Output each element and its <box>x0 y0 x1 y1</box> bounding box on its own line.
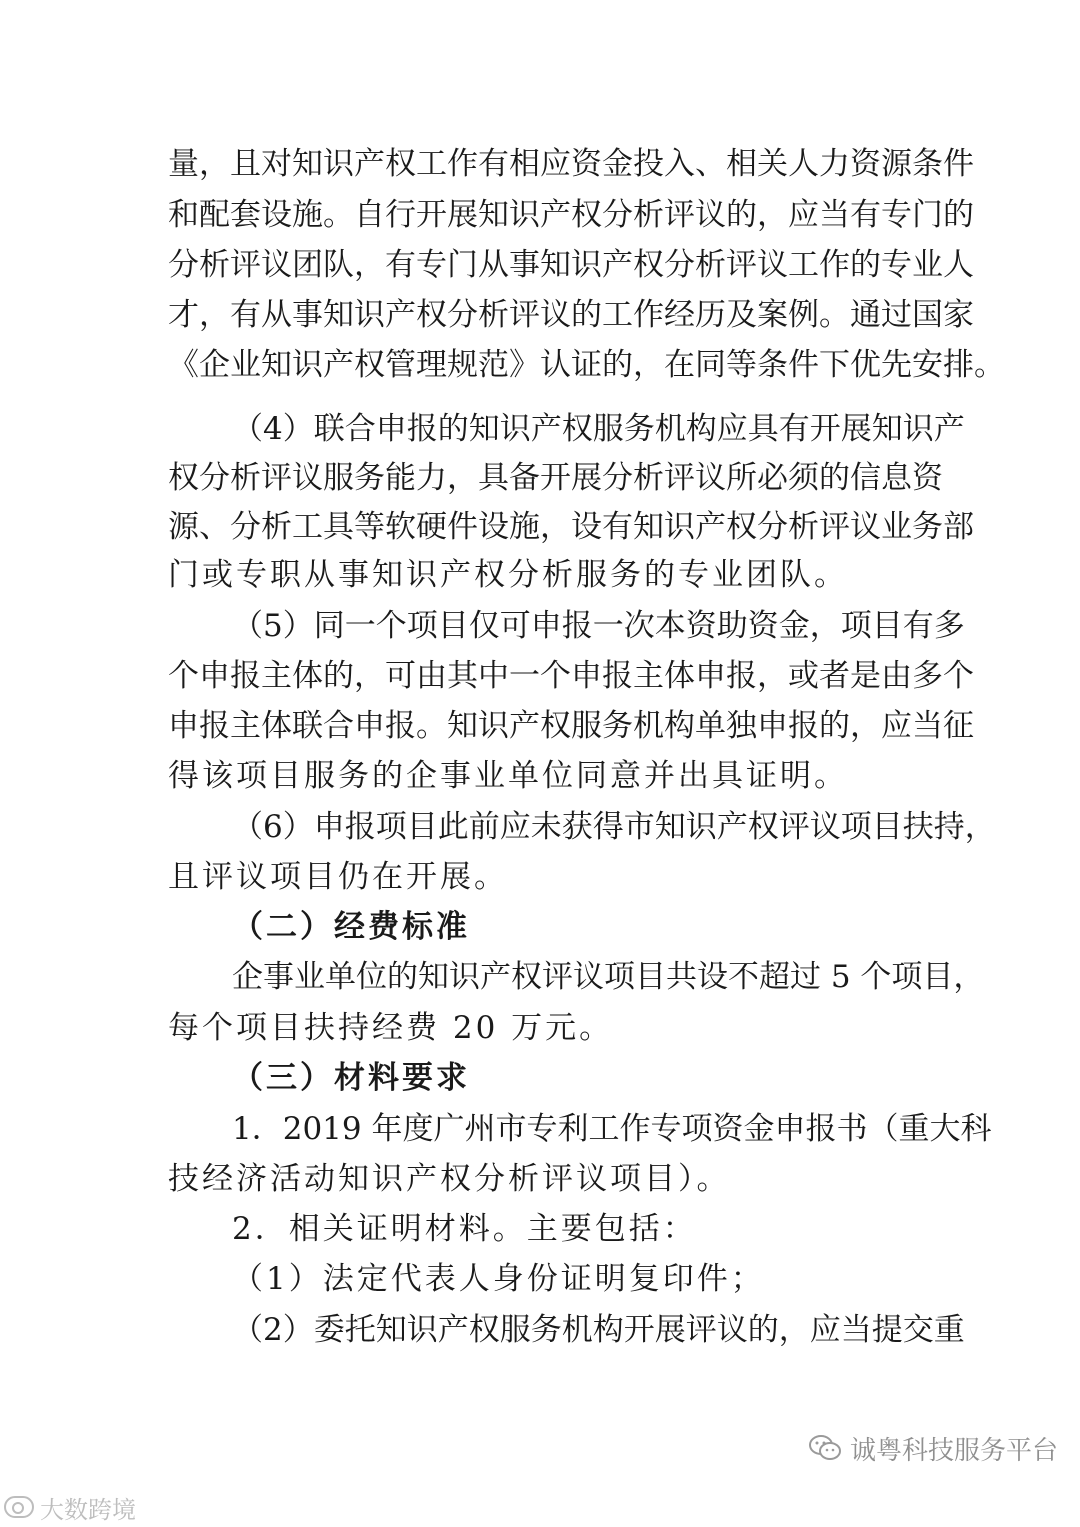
camera-logo-icon <box>4 1496 34 1518</box>
source-watermark <box>4 1492 136 1522</box>
body-text-line: 权分析评议服务能力，具备开展分析评议所必须的信息资 <box>168 460 943 496</box>
body-text-line: 量，且对知识产权工作有相应资金投入、相关人力资源条件 <box>168 146 974 182</box>
body-text-line: 分析评议团队，有专门从事知识产权分析评议工作的专业人 <box>168 247 974 283</box>
body-text-line: 和配套设施。自行开展知识产权分析评议的，应当有专门的 <box>168 197 974 233</box>
body-text-line: （4）联合申报的知识产权服务机构应具有开展知识产 <box>232 411 965 447</box>
body-text-line: 申报主体联合申报。知识产权服务机构单独申报的，应当征 <box>168 708 974 744</box>
body-text-line: 源、分析工具等软硬件设施，设有知识产权分析评议业务部 <box>168 509 974 545</box>
body-text-line: （6）申报项目此前应未获得市知识产权评议项目扶持， <box>232 809 996 845</box>
body-text-line: 且评议项目仍在开展。 <box>168 859 508 895</box>
body-text-line: 2．相关证明材料。主要包括： <box>232 1211 697 1247</box>
body-text-line: 每个项目扶持经费 20 万元。 <box>168 1010 614 1046</box>
wechat-icon <box>808 1433 842 1463</box>
body-text-line: （1）法定代表人身份证明复印件； <box>232 1261 765 1297</box>
watermark-text: 诚粤科技服务平台 <box>849 1435 1058 1466</box>
wechat-watermark <box>808 1430 1058 1466</box>
body-text-line: 企事业单位的知识产权评议项目共设不超过 5 个项目， <box>232 959 985 995</box>
body-text-line: 得该项目服务的企事业单位同意并出具证明。 <box>168 758 848 794</box>
body-text-line: 才，有从事知识产权分析评议的工作经历及案例。通过国家 <box>168 297 974 333</box>
body-text-line: 门或专职从事知识产权分析服务的专业团队。 <box>168 557 848 593</box>
body-text-line: 《企业知识产权管理规范》认证的，在同等条件下优先安排。 <box>168 347 1005 383</box>
watermark-text: 大数跨境 <box>40 1495 136 1524</box>
body-text-line: 技经济活动知识产权分析评议项目）。 <box>168 1161 731 1197</box>
body-text-line: 1．2019 年度广州市专利工作专项资金申报书（重大科 <box>232 1111 992 1147</box>
section-heading: （二）经费标准 <box>232 909 470 945</box>
body-text-line: （5）同一个项目仅可申报一次本资助资金，项目有多 <box>232 608 965 644</box>
body-text-line: （2）委托知识产权服务机构开展评议的，应当提交重 <box>232 1312 965 1348</box>
body-text-line: 个申报主体的，可由其中一个申报主体申报，或者是由多个 <box>168 658 974 694</box>
section-heading: （三）材料要求 <box>232 1060 470 1096</box>
